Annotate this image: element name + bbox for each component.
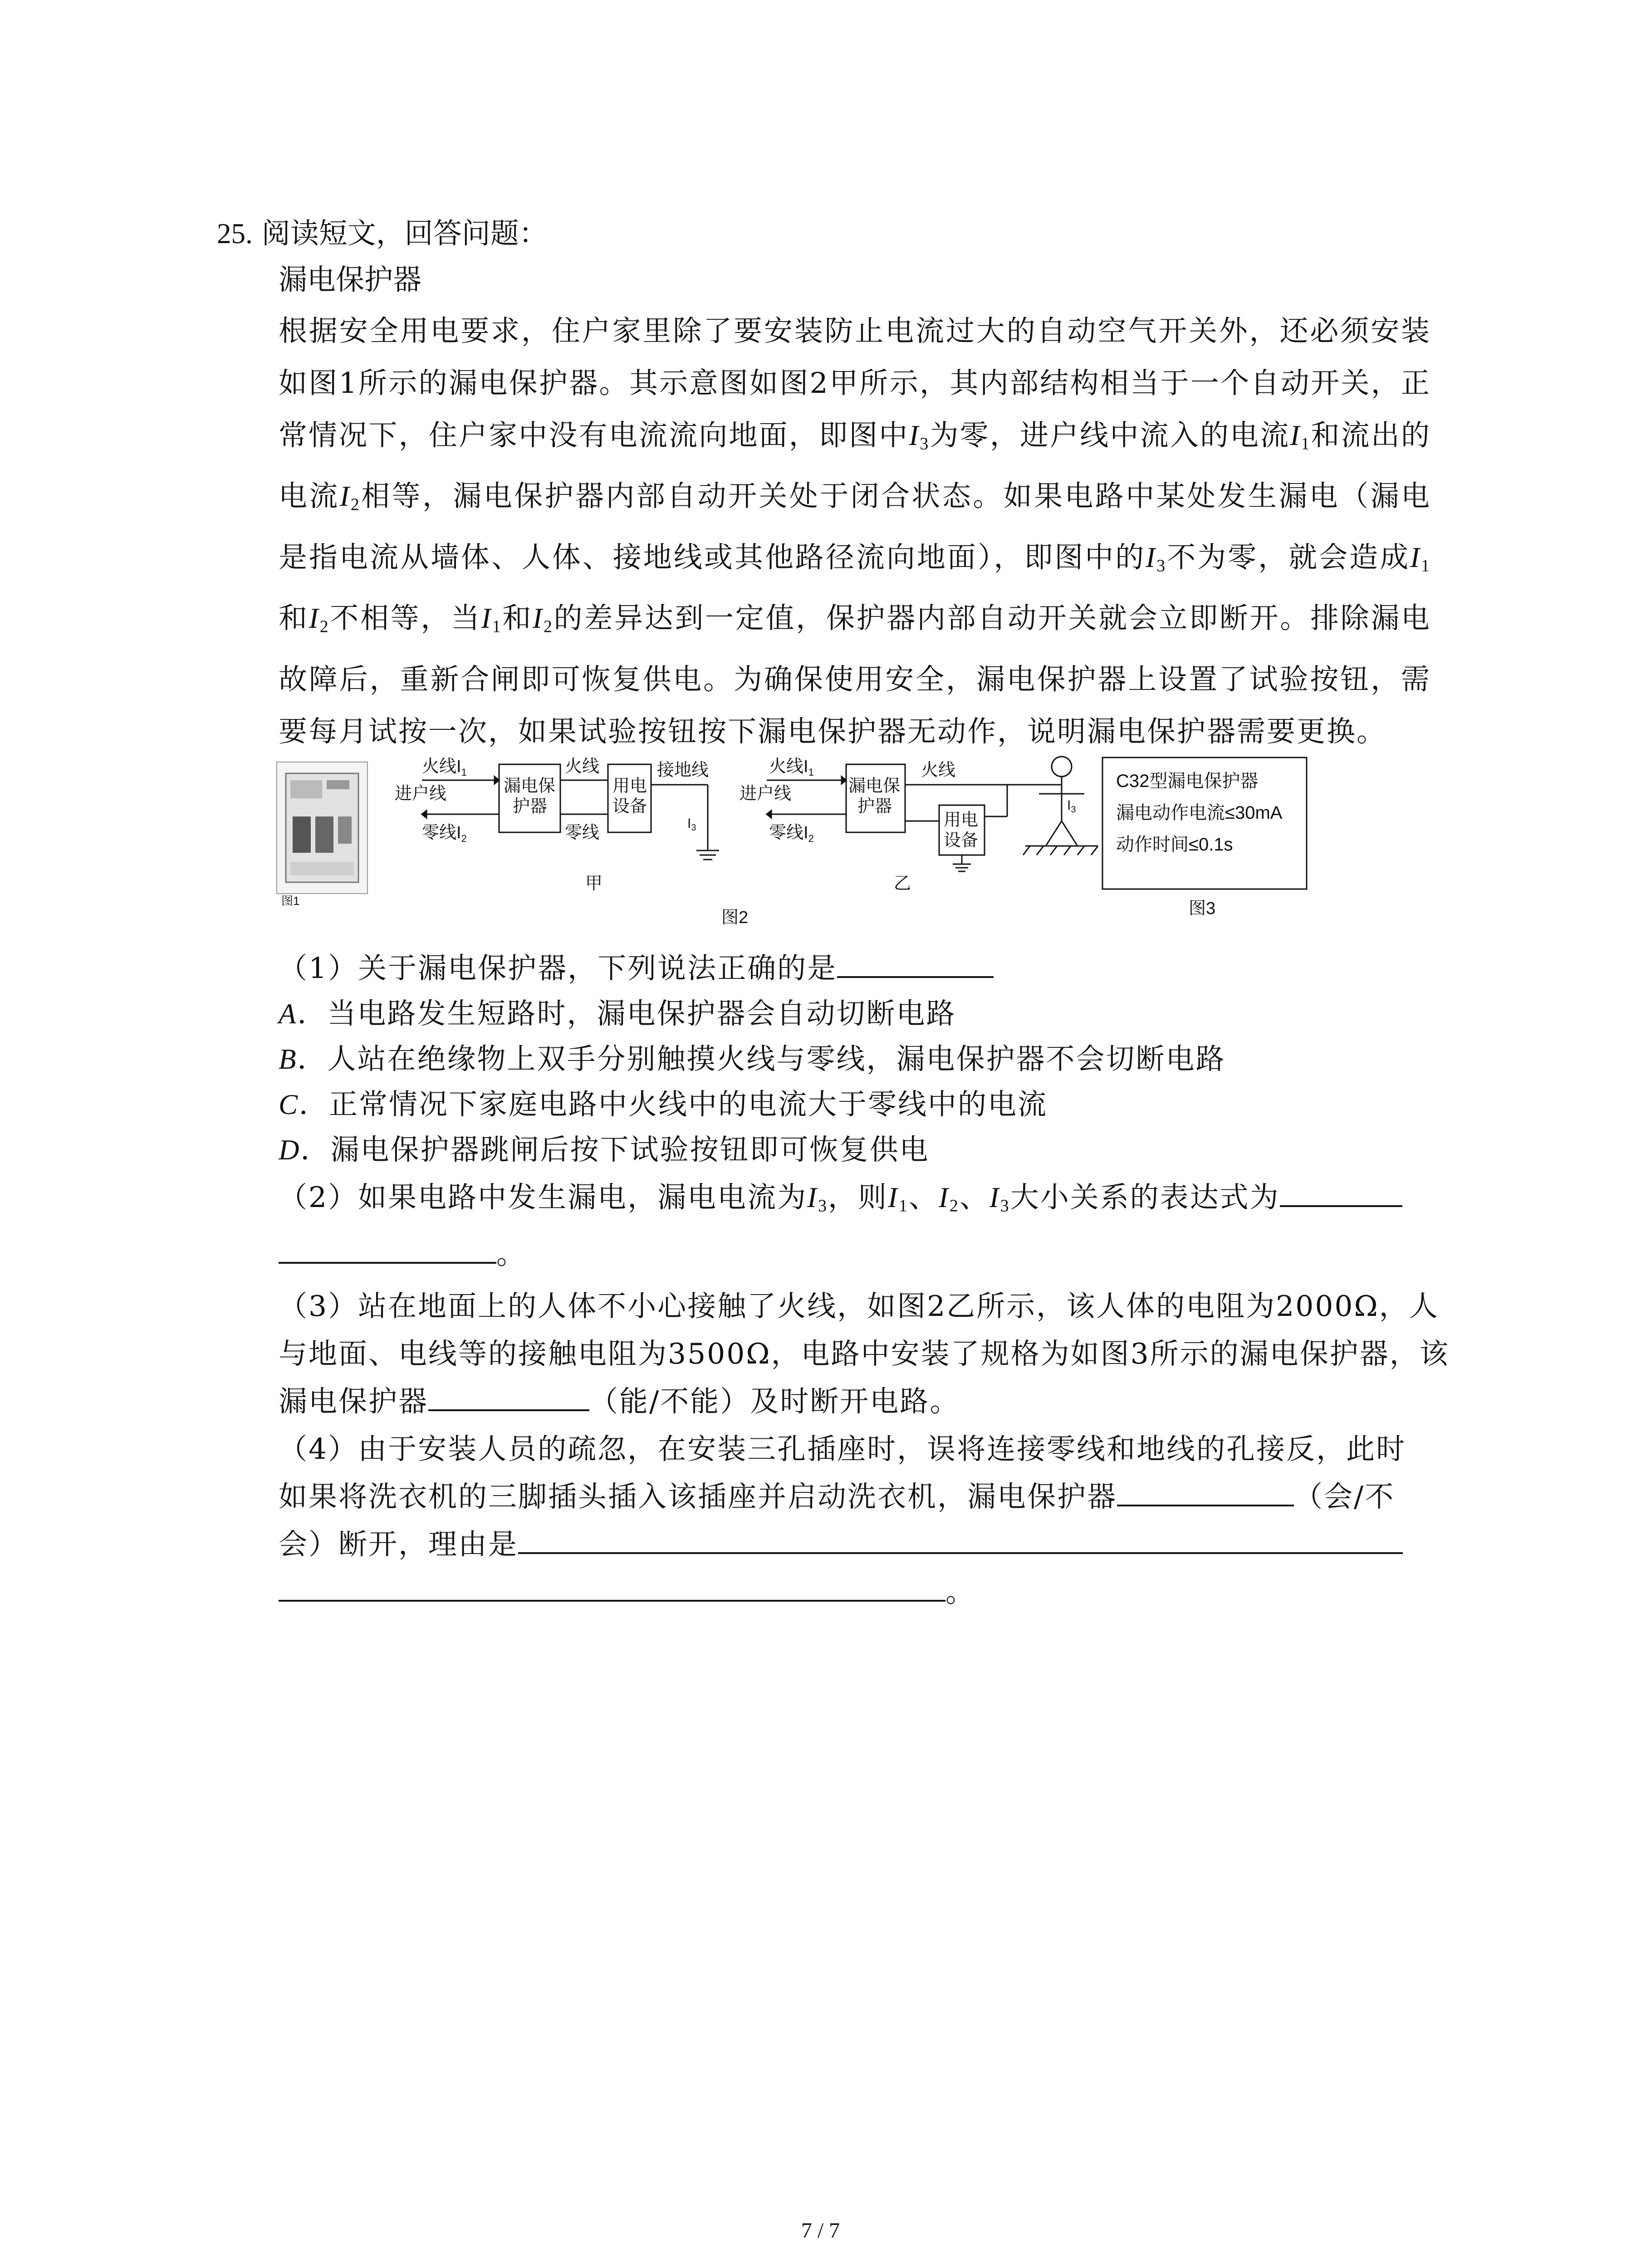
q1-answer-blank[interactable] xyxy=(837,949,994,978)
fig2-yi-label: 乙 xyxy=(894,874,911,893)
spec-line-1: C32型漏电保护器 xyxy=(1116,771,1259,791)
sub-question-4-line3: 会）断开，理由是 xyxy=(279,1522,1403,1567)
symbol-I3: $I_3$ xyxy=(807,1182,828,1216)
fig3-caption: 图3 xyxy=(1189,899,1216,918)
passage-segment: 和流出的电流 xyxy=(279,419,1431,513)
symbol-I1: $I_1$ xyxy=(1410,541,1431,576)
symbol-I3: $I_3$ xyxy=(989,1182,1010,1216)
question-header xyxy=(217,213,548,254)
sub-question-4-line4: 。 xyxy=(279,1569,975,1615)
option-b: B．人站在绝缘物上双手分别触摸火线与零线，漏电保护器不会切断电路 xyxy=(279,1042,1226,1075)
option-a: A．当电路发生短路时，漏电保护器会自动切断电路 xyxy=(279,997,956,1030)
symbol-I2: $I_2$ xyxy=(309,602,330,636)
passage-segment: 不相等，当 xyxy=(329,601,481,635)
q3-answer-blank[interactable] xyxy=(428,1382,589,1411)
q4-answer-blank-2[interactable] xyxy=(518,1525,1403,1554)
symbol-I2: $I_2$ xyxy=(533,602,554,636)
sub-question-4: （4）由于安装人员的疏忽，在安装三孔插座时，误将连接零线和地线的孔接反，此时 xyxy=(279,1432,1406,1466)
sub-question-1 xyxy=(279,946,994,991)
svg-text:设备: 设备 xyxy=(944,831,979,850)
page-number: 7 / 7 xyxy=(801,2219,840,2243)
passage-text xyxy=(279,305,1431,758)
spec-line-2: 漏电动作电流≤30mA xyxy=(1116,803,1283,823)
svg-text:漏电保: 漏电保 xyxy=(504,777,556,796)
svg-text:零线: 零线 xyxy=(565,823,600,842)
fig2-caption: 图2 xyxy=(721,908,749,927)
q1-text: （1）关于漏电保护器，下列说法正确的是 xyxy=(279,952,838,985)
q2-answer-blank-2[interactable] xyxy=(279,1235,496,1264)
svg-text:用电: 用电 xyxy=(612,777,647,796)
passage-segment: 不为零，就会造成 xyxy=(1166,540,1411,574)
svg-text:用电: 用电 xyxy=(944,811,979,830)
symbol-I3: $I_3$ xyxy=(1146,541,1167,576)
svg-text:护器: 护器 xyxy=(513,797,548,816)
svg-text:零线I2: 零线$I_2$ xyxy=(422,823,467,844)
svg-text:进户线: 进户线 xyxy=(395,784,447,803)
symbol-I1: $I_1$ xyxy=(887,1182,909,1216)
sub-question-3-line3: 漏电保护器 （能/不能）及时断开电路。 xyxy=(279,1379,960,1424)
symbol-I1: $I_1$ xyxy=(481,602,502,636)
svg-text:零线I2: 零线$I_2$ xyxy=(769,823,814,844)
svg-text:I3: $I_3$ xyxy=(687,816,696,833)
svg-text:设备: 设备 xyxy=(612,797,647,816)
svg-text:火线: 火线 xyxy=(565,757,600,776)
passage-title: 漏电保护器 xyxy=(279,263,421,296)
passage-segment: 根据安全用电要求，住户家里除了要安装防止电流过大的自动空气开关外，还必须安装如图1所示的漏电保护器。其示意图如图2甲所示，其内部结构相当于一个自动开关，正常情况下，住户家中没有电流流向地面，即图中 xyxy=(279,314,1431,452)
svg-text:进户线: 进户线 xyxy=(740,784,792,803)
spec-line-3: 动作时间≤0.1s xyxy=(1116,835,1233,855)
question-instruction: 阅读短文，回答问题： xyxy=(261,217,548,250)
svg-text:接地线: 接地线 xyxy=(657,761,709,780)
svg-text:火线: 火线 xyxy=(921,761,956,780)
q4-answer-blank-3[interactable] xyxy=(279,1573,945,1602)
sub-question-3: （3）站在地面上的人体不小心接触了火线，如图2乙所示，该人体的电阻为2000Ω，人 xyxy=(279,1290,1439,1323)
sub-question-2-cont: 。 xyxy=(279,1232,526,1277)
passage-segment: 相等，漏电保护器内部自动开关处于闭合状态。如果电路中某处发生漏电（漏电是指电流从墙体、人体、接地线或其他路径流向地面），即图中的 xyxy=(279,479,1431,574)
svg-text:I3: $I_3$ xyxy=(1067,798,1076,815)
q2-answer-blank-1[interactable] xyxy=(1280,1178,1402,1207)
fig2-jia-label: 甲 xyxy=(585,874,603,893)
option-c: C．正常情况下家庭电路中火线中的电流大于零线中的电流 xyxy=(279,1088,1048,1121)
fig1-caption: 图1 xyxy=(281,894,300,908)
question-number: 25. xyxy=(217,218,253,249)
passage-segment: 为零，进户线中流入的电流 xyxy=(930,419,1290,452)
figures-svg xyxy=(272,748,1316,943)
fig2-yi-labels xyxy=(740,757,1076,893)
fig2-jia-labels xyxy=(395,757,709,893)
figures-row xyxy=(272,748,1316,943)
fig3-spec-box xyxy=(1102,758,1307,918)
fig1-device-photo xyxy=(277,762,367,908)
svg-text:火线I1: 火线$I_1$ xyxy=(769,757,814,778)
q4-answer-blank-1[interactable] xyxy=(1117,1477,1294,1506)
svg-text:漏电保: 漏电保 xyxy=(848,777,901,796)
symbol-I1: $I_1$ xyxy=(1290,420,1311,454)
passage-segment: 和 xyxy=(502,601,533,635)
symbol-I3: $I_3$ xyxy=(909,420,930,454)
sub-question-3-line2: 与地面、电线等的接触电阻为3500Ω，电路中安装了规格为如图3所示的漏电保护器，该 xyxy=(279,1337,1450,1370)
sub-question-2: （2）如果电路中发生漏电，漏电电流为$I_3$，则$I_1$、$I_2$、$I_3$大小关系的表达式为 xyxy=(279,1175,1402,1228)
svg-text:护器: 护器 xyxy=(857,797,892,816)
svg-text:火线I1: 火线$I_1$ xyxy=(422,757,467,778)
passage-segment: 和 xyxy=(279,601,309,635)
sub-question-4-line2: 如果将洗衣机的三脚插头插入该插座并启动洗衣机，漏电保护器 （会/不 xyxy=(279,1474,1395,1520)
option-d: D．漏电保护器跳闸后按下试验按钮即可恢复供电 xyxy=(279,1133,930,1166)
symbol-I2: $I_2$ xyxy=(339,480,361,514)
symbol-I2: $I_2$ xyxy=(938,1182,960,1216)
passage-segment: 的差异达到一定值，保护器内部自动开关就会立即断开。排除漏电故障后，重新合闸即可恢复供电。为确保使用安全，漏电保护器上设置了试验按钮，需要每月试按一次，如果试验按钮按下漏电保护器无动作，说明漏电保护器需要更换。 xyxy=(279,601,1431,748)
